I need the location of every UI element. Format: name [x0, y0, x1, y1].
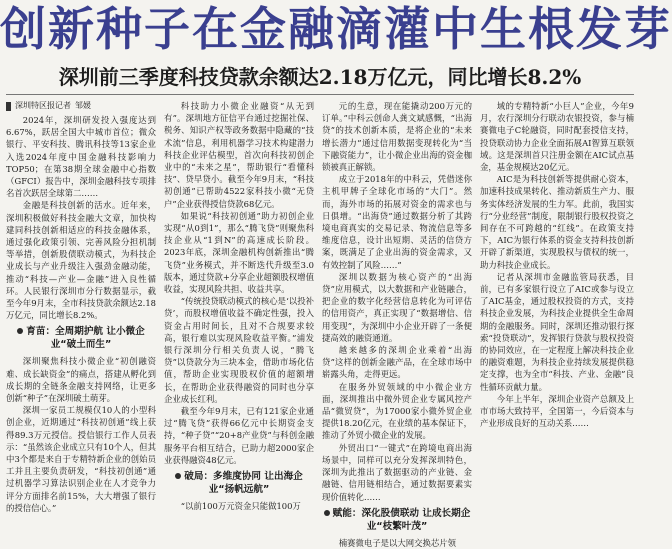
headline: 创新种子在金融滴灌中生根发芽: [0, 2, 672, 56]
paragraph: 域的专精特新“小巨人”企业，今年9月，农行深圳分行联动农银投资，参与楠赛微电子C轮融资，同时配套授信支持，投贷联动协力企业全面拓展AI智算互联领域。这是深圳首只注册金额在AIC试点基金，基金规模达20亿元。: [480, 101, 634, 173]
header-divider: [6, 94, 634, 95]
reporter-label: 深圳特区报记者: [15, 101, 71, 110]
reporter-name: 邹媛: [75, 101, 91, 110]
article-column-4: [480, 100, 634, 492]
paragraph: 元的生意，现在能撬动200万元的订单。”中科云创命人龚文斌感慨，“出海贷”的技术创新本质，是将企业的“未来增长潜力”通过信用数据变现转化为“当下融资能力”，让小微企业出海的资金枷锁被真正解锁。: [322, 101, 472, 173]
paragraph: 深圳一家员工规模仅10人的小型科创企业，近期通过“科技初创通”线上获得89.3万元授信。授信银行工作人员表示：“虽然该企业成立只有10个人，但其中3个都是来自于专精特新企业的创始员工并且主要负责研发，“科技初创通”通过机器学习算法识别企业在人才竞争力评分方面排名前15%，大大增强了银行的授信信心。”: [6, 405, 156, 513]
paragraph: 如果说“科技初创通”助力初创企业实现“从0到1”，那么“腾飞贷”则聚焦科技企业从“1到N”的高速成长阶段。2023年底，深圳金融机构创新推出“腾飞贷”业务模式，并不断迭代升级至3.0版本，通过贷款+分享企业超额股权增值收益，实现风险共担、收益共享。: [164, 210, 314, 295]
paragraph: 成立于2018年的中科云，凭借迷你主机甲牌子全球化市场的“大门”。然而，海外市场的拓展对资金的需求也与日俱增。“出海贷”通过数据分析了其跨境电商真实的交易记录、物流信息等多维度信息，设计出短期、灵活的信贷方案，既满足了企业出海的资金需求，又有效控制了风险……”: [322, 174, 472, 270]
paragraph: 截至今年9月末，已有121家企业通过“腾飞贷”获得66亿元中长期资金支持，“种子贷”“20+8产业贷”与科创金融服务平台相互结合，已助力超2000家企业获得融资48亿元。: [164, 406, 314, 465]
byline: [6, 100, 156, 112]
section-bullet-icon: [17, 328, 23, 334]
paragraph: 科技助力小微企业融资“从无到有”。深圳地方征信平台通过挖掘社保、税务、知识产权等政务数据中隐藏的“技术流”信息，利用机器学习技术构建潜力科技企业评估模型，首次向科技初创企业中的“未来之星”，帮助银行“看懂科技”、贷早贷小。截至今年9月末，“科技初创通”已帮助4522家科技小微“无贷户”企业获得授信贷款68亿元。: [164, 101, 314, 209]
paragraph: 深圳聚焦科技小微企业“初创融资难、成长缺资金”的痛点，搭建从孵化到成长期的全链条金融支持网络，让更多创新“种子”在深圳破土萌芽。: [6, 356, 156, 404]
paragraph: 在服务外贸领域的中小微企业方面，深圳推出中微外贸企业专属风控产品“微贸贷”，为17000家小微外贸企业提供18.20亿元，在业绩的基本保证下，推动了外贸小微企业的发展。: [322, 381, 472, 441]
paragraph: 越来越多的深圳企业乘着“出海贷”这样的创新金融产品，在全球市场中崭露头角，走得更远。: [322, 345, 472, 380]
section-heading-nurture: 育苗：全周期护航 让小微企业“破土而生”: [6, 325, 156, 351]
paragraph: 2024年，深圳研发投入强度达到6.67%，跃居全国大中城市首位；微众银行、平安科技、腾讯科技等13家企业入选2024年度中国金融科技影响力TOP50；在第38期全球金融中心指数（GFCI）报告中，深圳金融科技专项排名首次跃居全球第二……: [6, 115, 156, 199]
paragraph: 楠赛微电子是以大网交换芯片领: [338, 537, 457, 548]
article-column-1: [6, 100, 156, 513]
article-column-2: [164, 100, 314, 512]
paragraph: 今年上半年，深圳企业资产总额及上市市场大致持平，全国第一，今后资本与产业形成良好的互动关系……: [480, 393, 634, 429]
section-heading-empower: 赋能：深化股债联动 让成长期企业“枝繁叶茂”: [322, 507, 472, 533]
paragraph: “传统投贷联动模式的核心是‘以投补贷’，而股权增值收益不确定性强，投入资金占用时间长，且对不合规要求较高，银行难以实现风险收益平衡。”浦发银行深圳分行相关负责人说，“腾飞贷”以贷款分为三块本金，借助市场化估值，帮助企业实现股权价值的超额增长，在帮助企业获得融资的同时也分享企业成长红利。: [164, 296, 314, 404]
paragraph: 深圳以数据为核心资产的“出海贷”应用模式，以大数据和产业链融合，把企业的数字化经营信息转化为可评估的信用资产，真正实现了“数据增信、信用变现”，为深圳中小企业开辟了一条便捷高效的融资通道。: [322, 271, 472, 343]
subheadline: 深圳前三季度科技贷款余额达2.18万亿元，同比增长8.2%: [58, 65, 582, 89]
paragraph: 外贸出口“一键式”在跨境电商出海场景中，同样可以充分发挥深圳特色，深圳为此推出了数据驱动的产业链、金融链、信用链相结合，通过数据要素实现价值转化……: [322, 442, 472, 502]
article-column-3: [322, 100, 472, 548]
byline-marker-icon: [6, 102, 11, 111]
section-heading-breakthrough: 破局：多维度协同 让出海企业“扬帆远航”: [164, 470, 314, 496]
paragraph: “以前100万元资金只能做100万: [180, 501, 301, 512]
section-bullet-icon: [175, 473, 181, 479]
paragraph: 记者从深圳市金融监管局获悉，目前，已有多家银行设立了AIC或参与设立了AIC基金，通过股权投资的方式，支持科技企业发展，为科技企业提供全生命周期的金融服务。同时，深圳还推动银行探索“投贷联动”，发挥银行贷款与股权投资的协同效应，在一定程度上解决科技企业的融资难题，为科技企业持续发展提供稳定支撑，也为全市“科技、产业、金融”良性循环贡献力量。: [480, 271, 634, 392]
section-bullet-icon: [324, 510, 330, 516]
paragraph: 金融是科技创新的活水。近年来，深圳积极做好科技金融大文章，加快构建同科技创新相适应的科技金融体系，通过强化政策引领、完善风险分担机制等举措，创新股债联动模式，为科技企业成长与产业升级注入强劲金融动能，推动“科技—产业—金融”进入良性循环。人民银行深圳市分行数据显示，截至今年9月末，全市科技贷款余额达2.18万亿元，同比增长8.2%。: [6, 200, 156, 321]
paragraph: AIC是为科技创新等提供耐心资本，加速科技成果转化、推动新质生产力、服务实体经济发展的生力军。此前，我国实行“分业经营”制度，限制银行股权投资之间存在不可跨越的“红线”。在政策支持下，AIC为银行体系的资金支持科技创新开辟了新渠道，实现股权与债权的统一，助力科技企业成长。: [480, 174, 634, 270]
